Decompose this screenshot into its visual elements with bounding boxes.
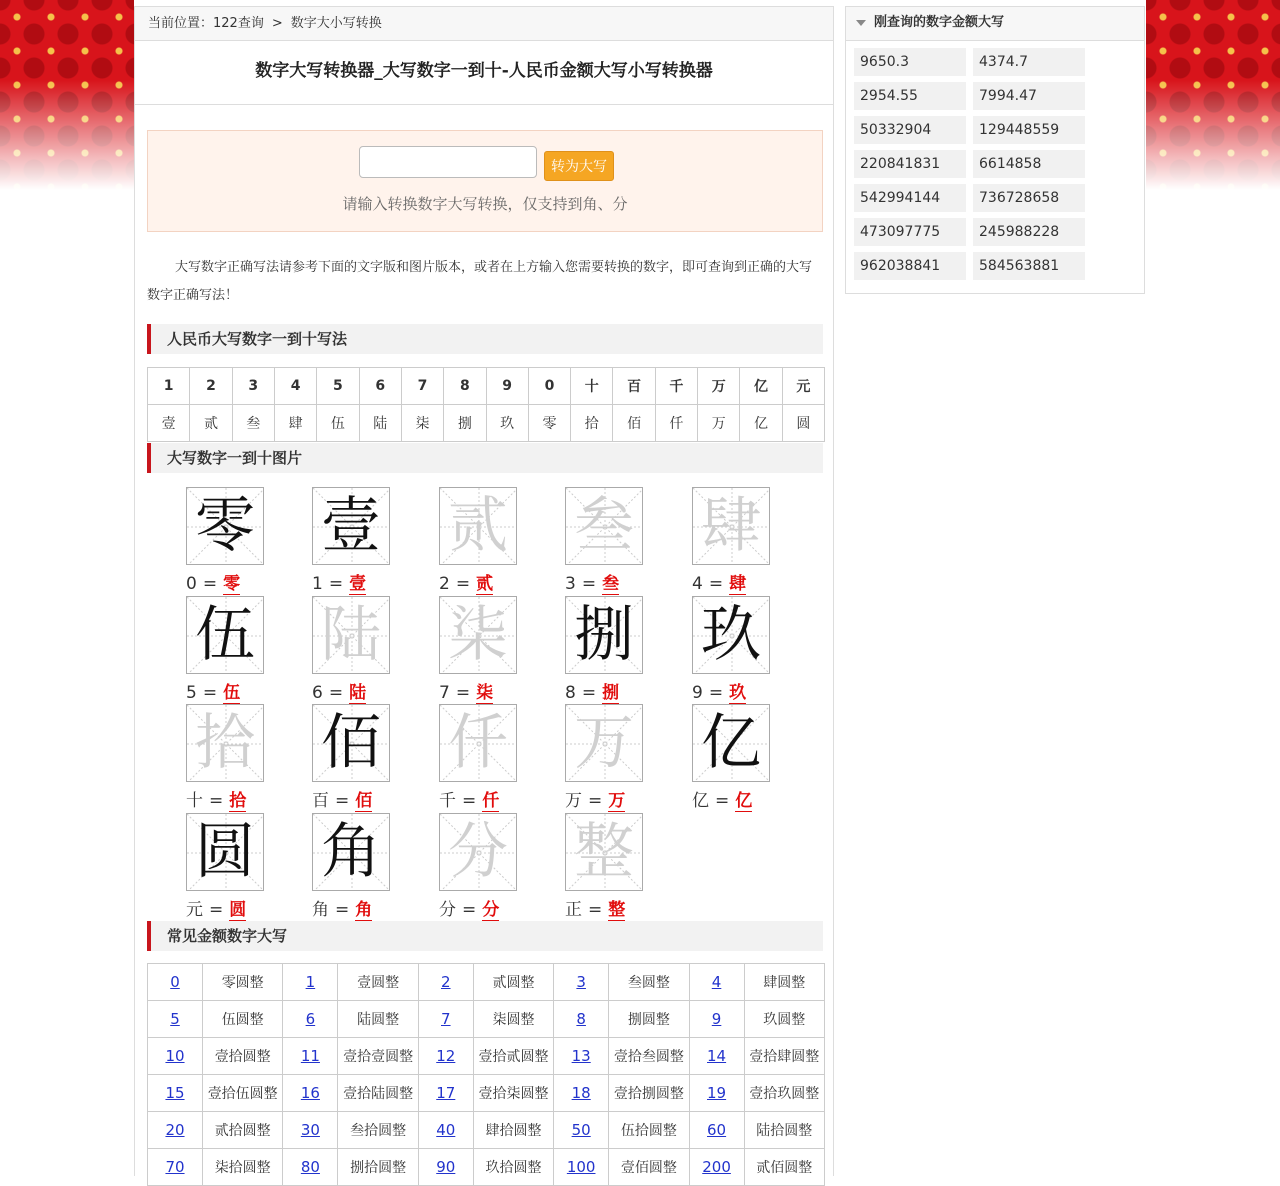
char-caption-small: 9: [692, 683, 703, 703]
amount-big-cell: 柒圆整: [473, 1001, 553, 1038]
equals-sign: =: [202, 683, 218, 703]
char-image-10: [186, 704, 264, 782]
char-image-17: [439, 813, 517, 891]
char-glyph: 分: [448, 817, 508, 887]
converter-hint: 请输入转换数字大写转换，仅支持到角、分: [342, 195, 628, 213]
amount-number-cell: [283, 1149, 338, 1186]
amount-number-cell: [283, 1112, 338, 1149]
digit-small-cell: 8: [444, 368, 486, 405]
amount-number-cell: [418, 1001, 473, 1038]
char-glyph: 陆: [321, 600, 381, 670]
amount-number-cell: [148, 1001, 203, 1038]
char-glyph: 整: [574, 817, 634, 887]
amount-big-cell: 壹拾贰圆整: [473, 1038, 553, 1075]
digit-big-cell: 仟: [655, 405, 697, 442]
char-caption: [439, 569, 493, 594]
amount-big-cell: 叁圆整: [609, 964, 689, 1001]
char-caption: [565, 678, 619, 703]
char-glyph: 角: [321, 817, 381, 887]
digit-small-cell: 2: [190, 368, 232, 405]
char-glyph: 玖: [701, 600, 761, 670]
amount-number-link[interactable]: 19: [707, 1084, 727, 1102]
amount-number-link[interactable]: 50: [571, 1121, 591, 1139]
digit-small-cell: 4: [274, 368, 316, 405]
amount-big-cell: 壹拾圆整: [203, 1038, 283, 1075]
breadcrumb-separator: >: [271, 16, 283, 31]
char-image-2: [439, 487, 517, 565]
amount-number-link[interactable]: 15: [165, 1084, 185, 1102]
section-heading-amounts: 常见金额数字大写: [147, 921, 823, 951]
equals-sign: =: [588, 791, 603, 811]
equals-sign: =: [462, 900, 477, 920]
equals-sign: =: [209, 900, 224, 920]
recent-query-item[interactable]: 50332904: [854, 116, 966, 144]
breadcrumb: [135, 6, 833, 41]
amount-number-link[interactable]: 7: [441, 1010, 451, 1028]
char-caption: [439, 895, 499, 920]
char-glyph: 亿: [701, 708, 761, 778]
char-glyph: 佰: [321, 708, 381, 778]
amount-number-link[interactable]: 80: [300, 1158, 320, 1176]
digit-small-cell: 5: [317, 368, 359, 405]
recent-queries-title: 刚查询的数字金额大写: [874, 15, 1005, 30]
amount-big-cell: 零圆整: [203, 964, 283, 1001]
char-caption-small: 百: [312, 791, 329, 811]
breadcrumb-current[interactable]: 数字大小写转换: [290, 16, 382, 31]
char-caption-small: 亿: [692, 791, 709, 811]
char-image-15: [186, 813, 264, 891]
amount-row: [148, 964, 825, 1001]
amount-number-link[interactable]: 200: [702, 1158, 731, 1176]
amount-big-cell: 肆圆整: [744, 964, 824, 1001]
char-glyph: 柒: [448, 600, 508, 670]
amount-big-cell: 壹拾陆圆整: [338, 1075, 418, 1112]
recent-query-item[interactable]: 4374.7: [973, 48, 1085, 76]
amount-big-cell: 壹拾肆圆整: [744, 1038, 824, 1075]
char-glyph: 伍: [195, 600, 255, 670]
amount-number-link[interactable]: 14: [707, 1047, 727, 1065]
char-glyph: 万: [574, 708, 634, 778]
intro-text: 大写数字正确写法请参考下面的文字版和图片版本，或者在上方输入您需要转换的数字，即可查询到正确的大写数字正确写法！: [147, 260, 813, 303]
char-glyph: 叁: [574, 491, 634, 561]
char-image-4: [692, 487, 770, 565]
amount-big-cell: 陆拾圆整: [744, 1112, 824, 1149]
digit-small-cell: 百: [613, 368, 655, 405]
amount-number-cell: [554, 964, 609, 1001]
number-input[interactable]: [359, 146, 537, 178]
char-caption: [186, 895, 246, 920]
digit-big-cell: 壹: [148, 405, 190, 442]
char-caption-big: 玖: [729, 683, 747, 703]
amounts-table: [147, 963, 825, 1186]
digit-small-cell: 元: [782, 368, 824, 405]
char-glyph: 壹: [321, 491, 381, 561]
equals-sign: =: [328, 574, 344, 594]
amount-number-cell: [554, 1001, 609, 1038]
equals-sign: =: [455, 574, 471, 594]
recent-queries-panel: [845, 6, 1145, 294]
char-caption-small: 1: [312, 574, 323, 594]
recent-query-item[interactable]: 473097775: [854, 218, 966, 246]
char-caption-small: 分: [439, 900, 456, 920]
digit-small-cell: 7: [401, 368, 443, 405]
amount-number-link[interactable]: 2: [441, 973, 451, 991]
char-glyph: 拾: [195, 708, 255, 778]
amount-big-cell: 壹圆整: [338, 964, 418, 1001]
converter-panel: [147, 130, 823, 232]
char-caption-small: 5: [186, 683, 197, 703]
char-image-7: [439, 596, 517, 674]
char-caption-big: 贰: [476, 574, 494, 594]
amount-number-cell: [554, 1075, 609, 1112]
amount-big-cell: 壹拾捌圆整: [609, 1075, 689, 1112]
amount-number-cell: [418, 964, 473, 1001]
amount-number-cell: [418, 1075, 473, 1112]
amount-number-cell: [148, 1038, 203, 1075]
char-caption-big: 圆: [229, 900, 247, 920]
char-caption-big: 分: [482, 900, 500, 920]
equals-sign: =: [588, 900, 603, 920]
char-image-0: [186, 487, 264, 565]
equals-sign: =: [328, 683, 344, 703]
char-caption: [692, 786, 752, 811]
char-caption-small: 正: [565, 900, 582, 920]
amount-number-cell: [689, 1149, 744, 1186]
amount-number-link[interactable]: 8: [576, 1010, 586, 1028]
amount-number-cell: [689, 1038, 744, 1075]
char-caption: [692, 678, 746, 703]
digit-small-cell: 6: [359, 368, 401, 405]
equals-sign: =: [209, 791, 224, 811]
amount-big-cell: 玖圆整: [744, 1001, 824, 1038]
digit-big-cell: 肆: [274, 405, 316, 442]
amount-big-cell: 贰佰圆整: [744, 1149, 824, 1186]
amount-number-link[interactable]: 20: [165, 1121, 185, 1139]
digit-small-cell: 3: [232, 368, 274, 405]
recent-queries-header: [846, 7, 1144, 41]
equals-sign: =: [335, 791, 350, 811]
char-caption: [312, 678, 366, 703]
recent-query-item[interactable]: 584563881: [973, 252, 1085, 280]
char-caption-big: 拾: [229, 791, 247, 811]
equals-sign: =: [202, 574, 218, 594]
digits-table: [147, 367, 825, 442]
equals-sign: =: [335, 900, 350, 920]
amount-number-link[interactable]: 1: [305, 973, 316, 991]
section-heading-images: 大写数字一到十图片: [147, 443, 823, 473]
digit-small-cell: 9: [486, 368, 528, 405]
char-caption: [312, 786, 372, 811]
digit-small-cell: 十: [571, 368, 613, 405]
amount-row: [148, 1038, 825, 1075]
recent-query-item[interactable]: 220841831: [854, 150, 966, 178]
char-caption-big: 整: [608, 900, 626, 920]
amount-number-link[interactable]: 70: [165, 1158, 185, 1176]
char-image-3: [565, 487, 643, 565]
festive-background-right: [1146, 0, 1280, 190]
festive-background-left: [0, 0, 134, 190]
char-glyph: 仟: [448, 708, 508, 778]
digit-small-cell: 千: [655, 368, 697, 405]
equals-sign: =: [462, 791, 477, 811]
char-caption-big: 亿: [735, 791, 753, 811]
char-caption-small: 万: [565, 791, 582, 811]
char-caption: [312, 569, 366, 594]
amount-number-link[interactable]: 4: [711, 973, 722, 991]
amount-big-cell: 陆圆整: [338, 1001, 418, 1038]
equals-sign: =: [455, 683, 471, 703]
amount-number-link[interactable]: 6: [305, 1010, 316, 1028]
char-caption: [565, 895, 625, 920]
amount-number-link[interactable]: 3: [576, 973, 586, 991]
digit-big-cell: 佰: [613, 405, 655, 442]
char-glyph: 圆: [195, 817, 255, 887]
char-image-6: [312, 596, 390, 674]
char-caption-big: 柒: [476, 683, 494, 703]
char-caption-small: 2: [439, 574, 450, 594]
amount-number-cell: [148, 1149, 203, 1186]
amount-big-cell: 壹拾玖圆整: [744, 1075, 824, 1112]
amount-number-cell: [689, 1075, 744, 1112]
amount-number-link[interactable]: 9: [711, 1010, 722, 1028]
char-glyph: 贰: [448, 491, 508, 561]
char-image-12: [439, 704, 517, 782]
amount-big-cell: 壹拾柒圆整: [473, 1075, 553, 1112]
amount-number-cell: [554, 1149, 609, 1186]
char-caption-small: 元: [186, 900, 203, 920]
char-caption: [186, 569, 240, 594]
char-caption-small: 0: [186, 574, 197, 594]
char-caption-small: 4: [692, 574, 703, 594]
amount-number-link[interactable]: 90: [436, 1158, 456, 1176]
amount-number-cell: [148, 1112, 203, 1149]
digit-small-cell: 1: [148, 368, 190, 405]
amount-big-cell: 伍圆整: [203, 1001, 283, 1038]
amount-number-cell: [283, 964, 338, 1001]
section-heading-rmb: 人民币大写数字一到十写法: [147, 324, 823, 354]
amount-number-cell: [418, 1038, 473, 1075]
char-caption-big: 捌: [602, 683, 620, 703]
char-caption-big: 零: [223, 574, 241, 594]
char-image-8: [565, 596, 643, 674]
recent-query-item[interactable]: 2954.55: [854, 82, 966, 110]
equals-sign: =: [581, 574, 597, 594]
amount-big-cell: 壹拾伍圆整: [203, 1075, 283, 1112]
digit-small-cell: 万: [698, 368, 740, 405]
amount-big-cell: 捌拾圆整: [338, 1149, 418, 1186]
amount-big-cell: 壹拾叁圆整: [609, 1038, 689, 1075]
digit-big-cell: 捌: [444, 405, 486, 442]
char-image-14: [692, 704, 770, 782]
char-glyph: 捌: [574, 600, 634, 670]
char-caption: [186, 786, 246, 811]
amount-number-link[interactable]: 30: [300, 1121, 320, 1139]
amount-number-cell: [283, 1038, 338, 1075]
digit-small-cell: 0: [528, 368, 570, 405]
digit-big-cell: 叁: [232, 405, 274, 442]
amount-number-cell: [418, 1149, 473, 1186]
char-caption-big: 佰: [355, 791, 373, 811]
char-caption: [692, 569, 746, 594]
digit-big-cell: 伍: [317, 405, 359, 442]
char-caption-small: 角: [312, 900, 329, 920]
char-caption-small: 7: [439, 683, 450, 703]
char-caption: [186, 678, 240, 703]
char-image-16: [312, 813, 390, 891]
amount-big-cell: 壹佰圆整: [609, 1149, 689, 1186]
equals-sign: =: [708, 574, 724, 594]
amount-number-cell: [418, 1112, 473, 1149]
digit-big-cell: 柒: [401, 405, 443, 442]
amount-big-cell: 柒拾圆整: [203, 1149, 283, 1186]
amount-big-cell: 肆拾圆整: [473, 1112, 553, 1149]
char-image-11: [312, 704, 390, 782]
recent-query-item[interactable]: 736728658: [973, 184, 1085, 212]
char-glyph: 肆: [701, 491, 761, 561]
recent-query-item[interactable]: 7994.47: [973, 82, 1085, 110]
amount-number-cell: [283, 1001, 338, 1038]
amount-number-link[interactable]: 12: [436, 1047, 456, 1065]
char-image-13: [565, 704, 643, 782]
char-caption-big: 叁: [602, 574, 620, 594]
char-image-5: [186, 596, 264, 674]
digit-big-cell: 贰: [190, 405, 232, 442]
digit-big-cell: 玖: [486, 405, 528, 442]
digit-big-cell: 圆: [782, 405, 824, 442]
digit-big-cell: 万: [698, 405, 740, 442]
amount-number-cell: [689, 964, 744, 1001]
amount-number-link[interactable]: 60: [707, 1121, 727, 1139]
char-caption: [565, 569, 619, 594]
amount-number-cell: [689, 1001, 744, 1038]
amount-big-cell: 伍拾圆整: [609, 1112, 689, 1149]
char-image-18: [565, 813, 643, 891]
char-caption-big: 伍: [223, 683, 241, 703]
digit-big-cell: 亿: [740, 405, 782, 442]
main-content: [134, 6, 834, 1176]
amount-row: [148, 1001, 825, 1038]
char-caption-big: 陆: [349, 683, 367, 703]
char-caption: [312, 895, 372, 920]
breadcrumb-home-link[interactable]: 122查询: [213, 16, 264, 31]
amount-big-cell: 叁拾圆整: [338, 1112, 418, 1149]
amount-number-link[interactable]: 40: [436, 1121, 456, 1139]
amount-number-link[interactable]: 10: [165, 1047, 185, 1065]
char-caption-small: 6: [312, 683, 323, 703]
amount-number-link[interactable]: 18: [571, 1084, 591, 1102]
char-image-9: [692, 596, 770, 674]
page-title: 数字大写转换器_大写数字一到十-人民币金额大写小写转换器: [135, 41, 833, 105]
recent-query-item[interactable]: 9650.3: [854, 48, 966, 76]
char-caption-small: 千: [439, 791, 456, 811]
digit-big-cell: 零: [528, 405, 570, 442]
recent-query-item[interactable]: 6614858: [973, 150, 1085, 178]
amount-number-link[interactable]: 17: [436, 1084, 456, 1102]
digit-small-cell: 亿: [740, 368, 782, 405]
amount-number-cell: [554, 1112, 609, 1149]
char-caption: [439, 786, 499, 811]
char-caption-small: 8: [565, 683, 576, 703]
amount-number-cell: [689, 1112, 744, 1149]
amount-number-cell: [148, 1075, 203, 1112]
digit-big-cell: 拾: [571, 405, 613, 442]
breadcrumb-prefix: 当前位置：: [148, 16, 214, 31]
char-glyph: 零: [195, 491, 255, 561]
amount-row: [148, 1149, 825, 1186]
amount-row: [148, 1112, 825, 1149]
amount-number-link[interactable]: 100: [566, 1158, 596, 1176]
char-caption: [439, 678, 493, 703]
char-caption-small: 十: [186, 791, 203, 811]
amount-number-link[interactable]: 0: [170, 973, 180, 991]
amount-big-cell: 贰圆整: [473, 964, 553, 1001]
amount-number-link[interactable]: 11: [300, 1047, 320, 1065]
amount-number-link[interactable]: 13: [571, 1047, 591, 1065]
equals-sign: =: [708, 683, 724, 703]
amount-big-cell: 贰拾圆整: [203, 1112, 283, 1149]
recent-query-item[interactable]: 245988228: [973, 218, 1085, 246]
char-caption-big: 壹: [349, 574, 367, 594]
amount-number-cell: [148, 964, 203, 1001]
convert-button[interactable]: 转为大写: [544, 151, 614, 181]
amount-number-link[interactable]: 16: [300, 1084, 320, 1102]
amount-row: [148, 1075, 825, 1112]
char-caption-big: 仟: [482, 791, 500, 811]
char-caption-big: 角: [355, 900, 373, 920]
char-caption: [565, 786, 625, 811]
amount-number-link[interactable]: 5: [170, 1010, 180, 1028]
triangle-down-icon: [856, 20, 866, 26]
equals-sign: =: [581, 683, 597, 703]
digit-big-cell: 陆: [359, 405, 401, 442]
amount-big-cell: 捌圆整: [609, 1001, 689, 1038]
char-caption-big: 万: [608, 791, 626, 811]
recent-query-item[interactable]: 962038841: [854, 252, 966, 280]
char-image-1: [312, 487, 390, 565]
char-caption-small: 3: [565, 574, 576, 594]
recent-query-item[interactable]: 129448559: [973, 116, 1085, 144]
amount-big-cell: 玖拾圆整: [473, 1149, 553, 1186]
char-caption-big: 肆: [729, 574, 747, 594]
amount-number-cell: [283, 1075, 338, 1112]
equals-sign: =: [715, 791, 730, 811]
amount-big-cell: 壹拾壹圆整: [338, 1038, 418, 1075]
recent-query-item[interactable]: 542994144: [854, 184, 966, 212]
amount-number-cell: [554, 1038, 609, 1075]
